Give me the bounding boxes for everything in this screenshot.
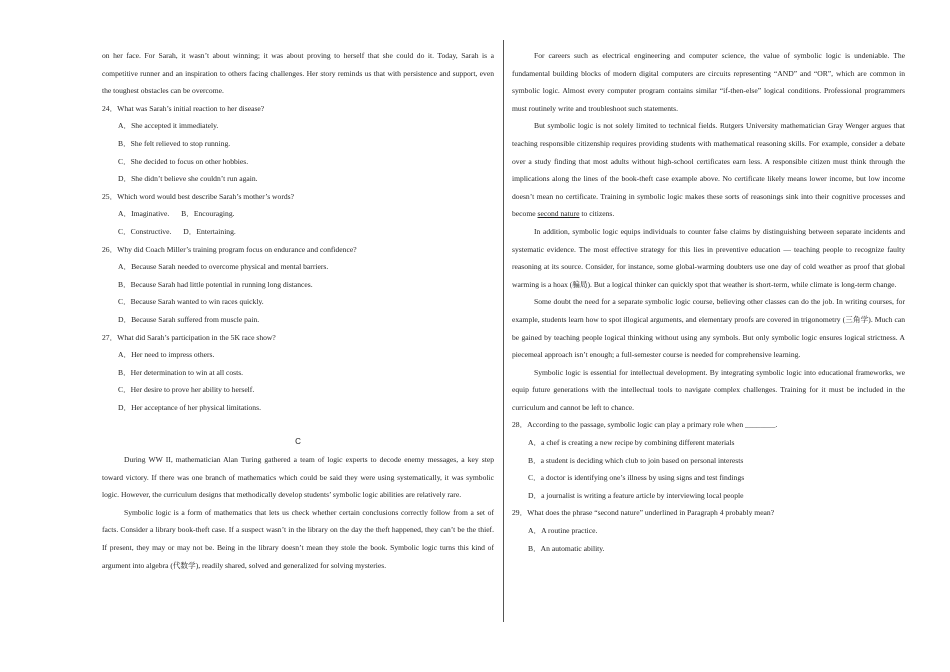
option-a: A．She accepted it immediately.	[118, 121, 219, 131]
question-stem: 29．What does the phrase “second nature” underlined in Paragraph 4 probably mean?	[512, 508, 775, 518]
option-d: D．Because Sarah suffered from muscle pain.	[118, 314, 260, 324]
question-28	[512, 416, 905, 504]
option-row	[118, 223, 494, 241]
right-column	[512, 47, 905, 557]
option-a: A．Her need to impress others.	[118, 350, 215, 360]
option-a: A．A routine practice.	[528, 526, 598, 536]
question-stem: 25．Which word would best describe Sarah’s mother’s words?	[102, 191, 294, 201]
option-d: D．She didn’t believe she couldn’t run again.	[118, 174, 258, 184]
passage-c-paragraph-1: During WW II, mathematician Alan Turing gathered a team of logic experts to decode enemy messages, a key step toward victory. If there was one branch of mathematics which could be said they were using systematically, it was symbolic logic. However, the curriculum designs that methodically develop students’ symbolic logic abilities are relatively rare.	[102, 455, 494, 500]
option-b: B．Because Sarah had little potential in running long distances.	[118, 279, 313, 289]
passage-c-paragraph-4	[512, 117, 905, 223]
option-c: C．a doctor is identifying one’s illness by using signs and test findings	[528, 473, 745, 483]
passage-c-paragraph-2: Symbolic logic is a form of mathematics that lets us check whether certain conclusions correctly follow from a set of facts. Consider a library book-theft case. If a suspect wasn’t in the library on the day the theft happened, they can’t be the thief. If present, they may or may not be. Being in the library doesn’t mean they stole the book. Symbolic logic turns this kind of argument into algebra (代数学), readily shared, solved and generalized for solving mysteries.	[102, 507, 494, 570]
section-c-heading: C	[295, 437, 301, 447]
question-stem: 24．What was Sarah’s initial reaction to her disease?	[102, 103, 265, 113]
underlined-phrase: second nature	[537, 209, 580, 219]
left-column	[102, 47, 494, 574]
option-c: C．Her desire to prove her ability to herself.	[118, 385, 255, 395]
option-b: B．She felt relieved to stop running.	[118, 138, 231, 148]
question-stem: 28．According to the passage, symbolic logic can play a primary role when ________.	[512, 420, 778, 430]
question-stem: 27．What did Sarah’s participation in the 5K race show?	[102, 332, 276, 342]
question-27	[102, 329, 494, 417]
passage-c-paragraph-3: For careers such as electrical engineering and computer science, the value of symbolic logic is undeniable. The fundamental building blocks of modern digital computers are circuits representing “AND” and “OR”, which are common in symbolic logic. Almost every computer program contains similar “if-then-else” logical conditions. Professional programmers must routinely write and troubleshoot such statements.	[512, 51, 905, 113]
option-b: B．Encouraging.	[181, 209, 235, 219]
passage-b-ending: on her face. For Sarah, it wasn’t about winning; it was about proving to herself that she could do it. Today, Sarah is a competitive runner and an inspiration to others facing challenges. Her story reminds us that with persistence and support, even the toughest obstacles can be overcome.	[102, 51, 494, 96]
column-divider	[503, 40, 504, 622]
option-c: C．Because Sarah wanted to win races quickly.	[118, 297, 264, 307]
paragraph-text: But symbolic logic is not solely limited to technical fields. Rutgers University mathematician Gray Wenger argues that teaching responsible citizenship requires providing students with mathematical reasoning skills. For example, consider a debate over a study finding that most adults without high-school certificates earn less. A responsible citizen must think through the implications along the lines of the book-theft case example above. No certificate likely means lower income, but low income doesn’t mean no certificate. Training in symbolic logic makes these sorts of reasonings sink into their cognitive processes and become	[512, 121, 905, 219]
passage-c-paragraph-7: Symbolic logic is essential for intellectual development. By integrating symbolic logic into educational frameworks, we equip future generations with the intellectual tools to navigate complex challenges. Training for it must be included in the curriculum and cannot be left to chance.	[512, 367, 905, 412]
option-b: B．Her determination to win at all costs.	[118, 367, 244, 377]
option-a: A．Because Sarah needed to overcome physical and mental barriers.	[118, 262, 329, 272]
option-d: D．Her acceptance of her physical limitations.	[118, 402, 261, 412]
paragraph-text: to citizens.	[579, 209, 615, 219]
option-d: D．Entertaining.	[183, 226, 236, 236]
option-c: C．Constructive.	[118, 226, 172, 236]
question-29	[512, 504, 905, 557]
option-b: B．a student is deciding which club to join based on personal interests	[528, 455, 744, 465]
question-26	[102, 241, 494, 329]
question-stem: 26．Why did Coach Miller’s training program focus on endurance and confidence?	[102, 244, 357, 254]
option-d: D．a journalist is writing a feature article by interviewing local people	[528, 490, 744, 500]
question-25	[102, 188, 494, 241]
option-a: A．a chef is creating a new recipe by combining different materials	[528, 438, 735, 448]
option-b: B．An automatic ability.	[528, 543, 605, 553]
passage-c-paragraph-5: In addition, symbolic logic equips individuals to counter false claims by distinguishing between separate incidents and systematic evidence. The most effective strategy for this lies in preventive education — teaching people to recognize faulty reasoning at its source. Consider, for instance, some global-warming doubters use one day of cold weather as proof that global warming is a hoax (骗局). But a logical thinker can quickly spot that weather is short-term, while climate is long-term change.	[512, 226, 905, 289]
option-a: A．Imaginative.	[118, 209, 170, 219]
option-c: C．She decided to focus on other hobbies.	[118, 156, 249, 166]
option-row	[118, 205, 494, 223]
passage-c-paragraph-6: Some doubt the need for a separate symbolic logic course, believing other classes can do the job. In writing courses, for example, students learn how to spot illogical arguments, and elementary proofs are covered in trigonometry (三角学). Much can be gained by teaching people logical thinking without using any symbols. But only symbolic logic ensures logical strictness. A piecemeal approach isn’t enough; a full-semester course is needed for comprehensive learning.	[512, 297, 905, 360]
question-24	[102, 100, 494, 188]
